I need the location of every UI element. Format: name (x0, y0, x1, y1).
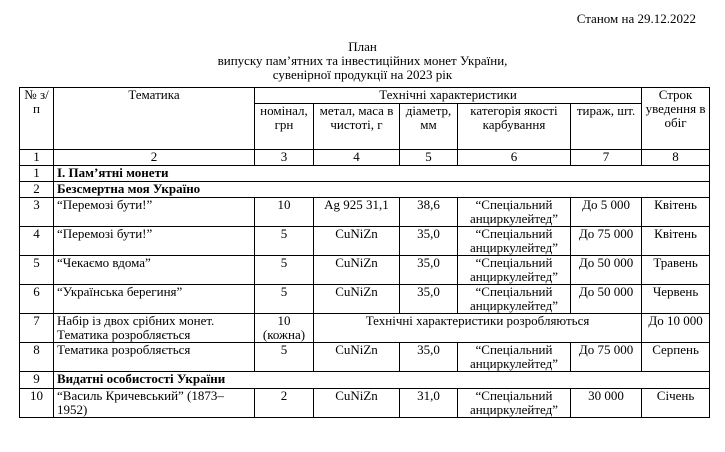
col-number: 4 (314, 150, 400, 166)
row-number: 4 (20, 227, 54, 256)
row-metal: CuNiZn (314, 343, 400, 372)
col-number: 2 (54, 150, 255, 166)
col-number: 8 (642, 150, 710, 166)
row-metal: CuNiZn (314, 389, 400, 418)
header-nominal: номінал, грн (255, 104, 314, 150)
document-title (0, 40, 725, 82)
row-nominal: 2 (255, 389, 314, 418)
row-quality: “Спеціальний анциркулейтед” (458, 389, 571, 418)
coin-plan-table (19, 87, 710, 418)
row-nominal: 5 (255, 227, 314, 256)
row-tech-merged: Технічні характеристики розробляються (314, 314, 642, 343)
row-theme: “Українська берегиня” (54, 285, 255, 314)
table-row (20, 343, 710, 372)
row-mintage: До 5 000 (571, 198, 642, 227)
row-theme: Набір із двох срібних монет. Тематика розробляється (54, 314, 255, 343)
col-number: 6 (458, 150, 571, 166)
row-diameter: 35,0 (400, 227, 458, 256)
row-nominal: 5 (255, 343, 314, 372)
row-metal: CuNiZn (314, 256, 400, 285)
row-theme: “Василь Кричевський” (1873–1952) (54, 389, 255, 418)
row-quality: “Спеціальний анциркулейтед” (458, 198, 571, 227)
header-theme: Тематика (54, 88, 255, 150)
title-line-1: План (348, 39, 377, 54)
as-of-date: Станом на 29.12.2022 (576, 11, 696, 26)
row-number: 3 (20, 198, 54, 227)
header-tech: Технічні характеристики (255, 88, 642, 104)
table-row (20, 198, 710, 227)
row-term: Квітень (642, 198, 710, 227)
row-number: 1 (20, 166, 54, 182)
row-metal: CuNiZn (314, 285, 400, 314)
section-title: Безсмертна моя Україно (54, 182, 710, 198)
title-line-2: випуску пам’ятних та інвестиційних монет України, (217, 53, 508, 68)
row-number: 8 (20, 343, 54, 372)
header-quality: категорія якості карбування (458, 104, 571, 150)
section-row (20, 372, 710, 389)
row-number: 6 (20, 285, 54, 314)
row-number: 5 (20, 256, 54, 285)
row-number: 7 (20, 314, 54, 343)
row-nominal: 10 (кожна) (255, 314, 314, 343)
table-row (20, 285, 710, 314)
table-row (20, 256, 710, 285)
table-row (20, 389, 710, 418)
header-term: Строк уведення в обіг (642, 88, 710, 150)
row-diameter: 35,0 (400, 343, 458, 372)
header-mintage: тираж, шт. (571, 104, 642, 150)
row-quality: “Спеціальний анциркулейтед” (458, 285, 571, 314)
header-metal: метал, маса в чистоті, г (314, 104, 400, 150)
row-mintage: До 10 000 (642, 314, 710, 343)
col-number: 3 (255, 150, 314, 166)
row-theme: Тематика розробляється (54, 343, 255, 372)
row-theme: “Чекаємо вдома” (54, 256, 255, 285)
row-number: 2 (20, 182, 54, 198)
row-diameter: 38,6 (400, 198, 458, 227)
row-mintage: До 75 000 (571, 227, 642, 256)
row-nominal: 5 (255, 256, 314, 285)
section-title: Видатні особистості України (54, 372, 710, 389)
row-number: 10 (20, 389, 54, 418)
row-theme: “Перемозі бути!” (54, 227, 255, 256)
section-row (20, 166, 710, 182)
col-number: 1 (20, 150, 54, 166)
row-number: 9 (20, 372, 54, 389)
row-diameter: 31,0 (400, 389, 458, 418)
row-diameter: 35,0 (400, 285, 458, 314)
row-mintage: До 50 000 (571, 285, 642, 314)
section-title: І. Пам’ятні монети (54, 166, 710, 182)
row-term: Червень (642, 285, 710, 314)
row-nominal: 5 (255, 285, 314, 314)
row-quality: “Спеціальний анциркулейтед” (458, 343, 571, 372)
header-no: № з/п (20, 88, 54, 150)
row-nominal: 10 (255, 198, 314, 227)
header-diameter: діаметр, мм (400, 104, 458, 150)
row-quality: “Спеціальний анциркулейтед” (458, 227, 571, 256)
table-row (20, 227, 710, 256)
row-theme: “Перемозі бути!” (54, 198, 255, 227)
row-diameter: 35,0 (400, 256, 458, 285)
row-metal: CuNiZn (314, 227, 400, 256)
row-term: Серпень (642, 343, 710, 372)
col-number: 5 (400, 150, 458, 166)
col-number: 7 (571, 150, 642, 166)
section-row (20, 182, 710, 198)
row-mintage: 30 000 (571, 389, 642, 418)
row-term: Квітень (642, 227, 710, 256)
row-term: Травень (642, 256, 710, 285)
table-row (20, 314, 710, 343)
row-metal: Ag 925 31,1 (314, 198, 400, 227)
row-mintage: До 50 000 (571, 256, 642, 285)
row-quality: “Спеціальний анциркулейтед” (458, 256, 571, 285)
row-mintage: До 75 000 (571, 343, 642, 372)
row-term: Січень (642, 389, 710, 418)
title-line-3: сувенірної продукції на 2023 рік (272, 67, 453, 82)
